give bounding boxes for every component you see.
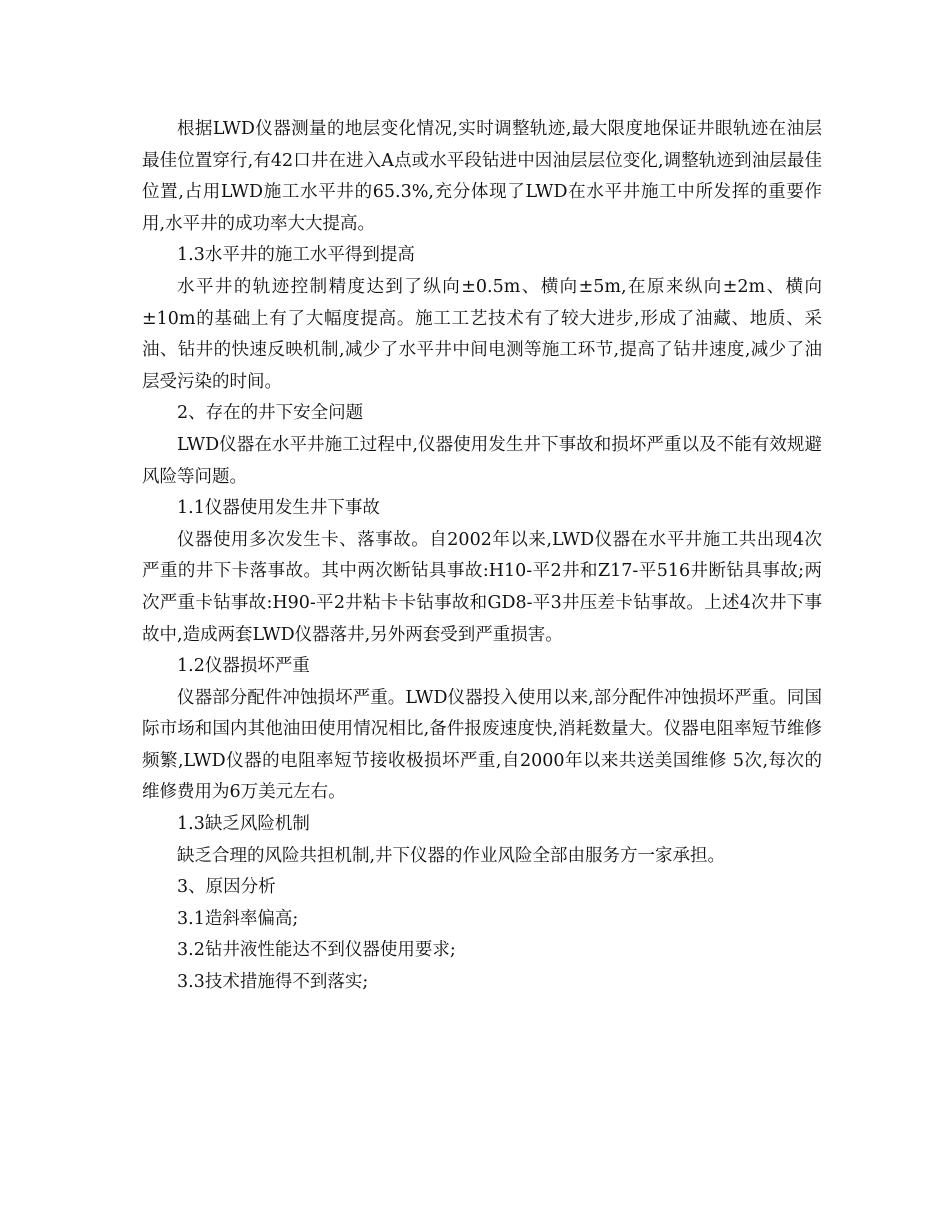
heading-1-3-risk-mechanism: 1.3缺乏风险机制 — [177, 814, 310, 835]
document-body — [142, 114, 822, 999]
heading-2-downhole-safety: 2、存在的井下安全问题 — [177, 403, 364, 424]
item-3-1: 3.1造斜率偏高; — [177, 908, 299, 929]
paragraph-accidents-detail: 仪器使用多次发生卡、落事故。自2002年以来,LWD仪器在水平井施工共出现4次严重的井下卡落事故。其中两次断钻具事故:H10-平2井和Z17-平516井断钻具事故;两次严重卡钻事故:H90-平2井粘卡卡钻事故和GD8-平3井压差卡钻事故。上述4次井下事故中,造成两套LWD仪器落井,另外两套受到严重损害。 — [142, 529, 822, 645]
paragraph-lwd-trajectory: 根据LWD仪器测量的地层变化情况,实时调整轨迹,最大限度地保证井眼轨迹在油层最佳位置穿行,有42口井在进入A点或水平段钻进中因油层层位变化,调整轨迹到油层最佳位置,占用LWD施工水平井的65.3%,充分体现了LWD在水平井施工中所发挥的重要作用,水平井的成功率大大提高。 — [142, 119, 822, 234]
paragraph-trajectory-precision: 水平井的轨迹控制精度达到了纵向±0.5m、横向±5m,在原来纵向±2m、横向±10m的基础上有了大幅度提高。施工工艺技术有了较大进步,形成了油藏、地质、采油、钻井的快速反映机制,减少了水平井中间电测等施工环节,提高了钻井速度,减少了油层受污染的时间。 — [142, 276, 822, 392]
paragraph-safety-issues: LWD仪器在水平井施工过程中,仪器使用发生井下事故和损坏严重以及不能有效规避风险等问题。 — [142, 434, 822, 487]
heading-1-1-downhole-accidents: 1.1仪器使用发生井下事故 — [177, 498, 380, 519]
heading-1-3-construction-level: 1.3水平井的施工水平得到提高 — [177, 245, 415, 266]
heading-1-2-instrument-damage: 1.2仪器损坏严重 — [177, 656, 310, 677]
item-3-2: 3.2钻井液性能达不到仪器使用要求; — [177, 940, 456, 961]
heading-3-cause-analysis: 3、原因分析 — [177, 877, 276, 898]
item-3-3: 3.3技术措施得不到落实; — [177, 972, 369, 993]
paragraph-damage-detail: 仪器部分配件冲蚀损坏严重。LWD仪器投入使用以来,部分配件冲蚀损坏严重。同国际市场和国内其他油田使用情况相比,备件报废速度快,消耗数量大。仪器电阻率短节维修频繁,LWD仪器的电阻率短节接收极损坏严重,自2000年以来共送美国维修 5次,每次的维修费用为6万美元左右。 — [142, 687, 822, 803]
paragraph-risk-detail: 缺乏合理的风险共担机制,井下仪器的作业风险全部由服务方一家承担。 — [177, 845, 726, 866]
